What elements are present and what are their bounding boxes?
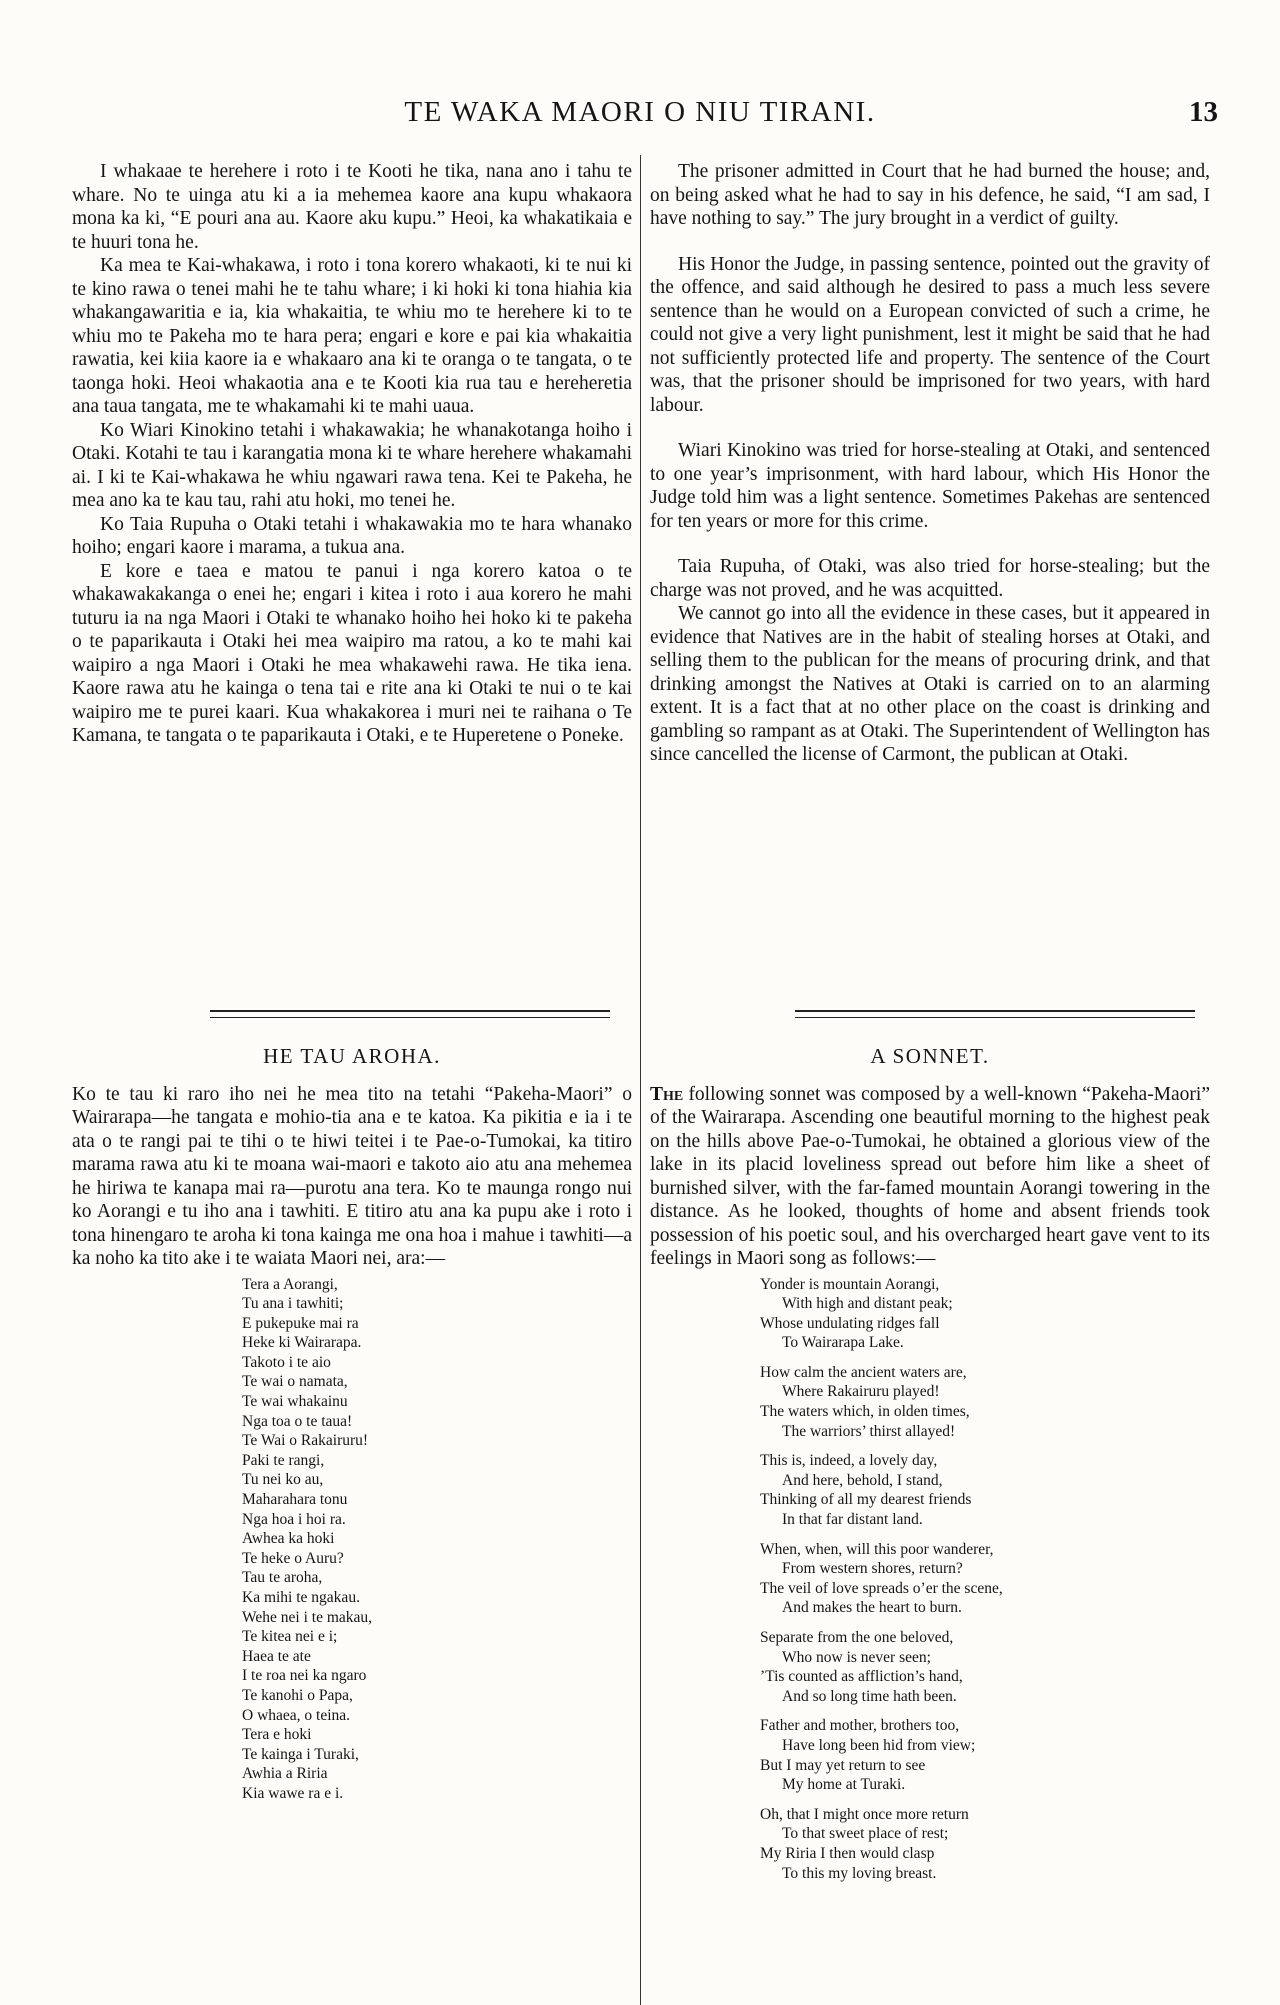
intro-paragraph <box>650 1083 1210 1271</box>
stanza <box>760 1363 1210 1441</box>
paragraph: I whakaae te herehere i roto i te Kooti he tika, nana ano i tahu te whare. No te uinga atu ki a ia mehemea kaore ana kupu whakaora mona ka ki, “E pouri ana au. Kaore aku kupu.” Heoi, ka whakatikaia e te huuri tona he. <box>72 161 632 253</box>
paragraph: Ko Taia Rupuha o Otaki tetahi i whakawakia mo te hara whanako hoiho; engari kaore i marama, a tukua ana. <box>72 513 632 558</box>
english-court-report <box>650 160 1210 767</box>
section-divider <box>210 1010 610 1018</box>
poem-line: To this my loving breast. <box>782 1864 937 1882</box>
poem-line: Tu ana i tawhiti; <box>242 1295 344 1313</box>
poem-line: Nga hoa i hoi ra. <box>242 1510 346 1528</box>
poem-line: Maharahara tonu <box>242 1491 348 1509</box>
poem-line: And so long time hath been. <box>782 1687 957 1705</box>
poem-line: How calm the ancient waters are, <box>760 1363 967 1381</box>
stanza <box>760 1716 1210 1794</box>
stanza <box>760 1451 1210 1529</box>
poem-line: Tera e hoki <box>242 1726 312 1744</box>
poem-line: Have long been hid from view; <box>782 1736 976 1754</box>
stanza <box>760 1275 1210 1353</box>
poem-line: E pukepuke mai ra <box>242 1314 359 1332</box>
poem-line: Tau te aroha, <box>242 1569 323 1587</box>
section-heading: A SONNET. <box>870 1044 990 1068</box>
poem-line: Father and mother, brothers too, <box>760 1717 960 1735</box>
paragraph: Taia Rupuha, of Otaki, was also tried for horse-stealing; but the charge was not proved, and he was acquitted. <box>650 556 1210 601</box>
poem-line: Separate from the one beloved, <box>760 1629 954 1646</box>
paragraph: E kore e taea e matou te panui i nga korero katoa o te whakawakakanga o enei he; engari i kitea i roto i aua korero he mahi tuturu ia na nga Maori i Otaki te whanako hoiho hei hoko ki te pakeha o te paparikauta i Otaki hei mea waipiro ma ratou, a ko te mahi kai waipiro a nga Maori i Otaki he mea whakawehi rawa. He tika iena. Kaore rawa atu he kainga o tena tai e rite ana ki Otaki te nui o te kai waipiro me te purei kaari. Kua whakakorea i muri nei te raihana o Te Kamana, te tangata o te paparikauta i Otaki, e te Huperetene o Poneke. <box>72 560 632 746</box>
paragraph: The prisoner admitted in Court that he had burned the house; and, on being asked what he had to say in his defence, he said, “I am sad, I have nothing to say.” The jury brought in a verdict of guilty. <box>650 161 1210 229</box>
he-tau-aroha-section <box>72 1045 632 1804</box>
stanza <box>760 1628 1210 1706</box>
poem-line: Where Rakairuru played! <box>782 1383 940 1401</box>
maori-poem <box>242 1275 632 1804</box>
poem-line: Yonder is mountain Aorangi, <box>760 1275 940 1293</box>
column-divider <box>640 155 641 2005</box>
poem-line: This is, indeed, a lovely day, <box>760 1452 938 1470</box>
poem-line: And makes the heart to burn. <box>782 1599 962 1617</box>
intro-text: following sonnet was composed by a well-known “Pakeha-Maori” of the Wairarapa. Ascending one beautiful morning to the highest peak on the hills above Pae-o-Tumokai, he obtained a glorious view of the lake in its placid loveliness spread out before him like a sheet of burnished silver, with the far-famed mountain Aorangi towering in the distance. As he looked, thoughts of home and absent friends took possession of his poetic soul, and his overcharged heart gave vent to its feelings in Maori song as follows:— <box>650 1083 1210 1269</box>
english-sonnet <box>760 1275 1210 1884</box>
poem-line: Paki te rangi, <box>242 1451 325 1469</box>
poem-line: The warriors’ thirst allayed! <box>782 1422 956 1440</box>
poem-line: Who now is never seen; <box>782 1648 931 1666</box>
poem-line: But I may yet return to see <box>760 1756 926 1774</box>
poem-line: Tera a Aorangi, <box>242 1275 338 1293</box>
stanza <box>760 1540 1210 1618</box>
poem-line: Oh, that I might once more return <box>760 1805 969 1823</box>
sonnet-section <box>650 1045 1210 1893</box>
poem-line: Haea te ate <box>242 1647 311 1665</box>
section-heading: HE TAU AROHA. <box>263 1044 441 1068</box>
poem-line: With high and distant peak; <box>782 1295 953 1313</box>
stanza <box>760 1805 1210 1883</box>
section-divider <box>795 1010 1195 1018</box>
poem-line: When, when, will this poor wanderer, <box>760 1540 994 1558</box>
poem-line: Thinking of all my dearest friends <box>760 1491 972 1509</box>
poem-line: Awhea ka hoki <box>242 1530 335 1548</box>
paragraph: Ka mea te Kai-whakawa, i roto i tona korero whakaoti, ki te nui ki te kino rawa o tenei mahi he te tahu whare; i ki hoki ki tona hiahia kia whakangawaritia e ia, kia whakaitia, te whiu mo te herehere ki to te whiu mo te Pakeha mo te hara pera; engari e kore e pai kia whakaitia rawatia, kei kiia kaore ia e whakaaro ana ki te oranga o te tangata, o te taonga hoki. Heoi whakaotia ana e te Kooti kia rua tau e hereheretia ana taua tangata, me te whakamahi ki te mahi uaua. <box>72 255 632 417</box>
poem-line: The waters which, in olden times, <box>760 1403 970 1421</box>
paragraph: Wiari Kinokino was tried for horse-stealing at Otaki, and sentenced to one year’s imprisonment, with hard labour, which His Honor the Judge told him was a light sentence. Sometimes Pakehas are sentenced for ten years or more for this crime. <box>650 440 1210 532</box>
poem-line: Awhia a Riria <box>242 1765 328 1783</box>
poem-line: Te heke o Auru? <box>242 1549 344 1567</box>
paragraph: His Honor the Judge, in passing sentence, pointed out the gravity of the offence, and said although he desired to pass a much less severe sentence than he would on a European convicted of such a crime, he could not give a very light punishment, lest it might be said that he had not sufficiently protected life and property. The sentence of the Court was, that the prisoner should be imprisoned for two years, with hard labour. <box>650 253 1210 416</box>
poem-line: My home at Turaki. <box>782 1776 906 1794</box>
poem-line: ’Tis counted as affliction’s hand, <box>760 1668 963 1686</box>
intro-paragraph: Ko te tau ki raro iho nei he mea tito na tetahi “Pakeha-Maori” o Wairarapa—he tangata e mohio-tia ana e te katoa. Ka pikitia e ia i te ata o te rangi pai te tihi o te hiwi teitei i te Pae-o-Tumokai, ka titiro marama rawa atu ki te moana wai-maori e takoto aio atu ana mehemea he hiriwa te kanapa mai ra—purotu ana tera. Ko te maunga rongo nui ko Aorangi e tu iho ana i tawhiti. E titiro atu ana ka pupu ake i roto i tona hinengaro te aroha ki tona kainga me ona hoa i mahue i tawhiti—a ka noho ka tito ake i te waiata Maori nei, ara:— <box>72 1083 632 1269</box>
poem-line: Nga toa o te taua! <box>242 1412 353 1430</box>
poem-line: Te kainga i Turaki, <box>242 1745 359 1763</box>
poem-line: Wehe nei i te makau, <box>242 1608 373 1626</box>
poem-line: Te wai o namata, <box>242 1373 348 1391</box>
poem-line: Ka mihi te ngakau. <box>242 1589 360 1606</box>
paragraph: Ko Wiari Kinokino tetahi i whakawakia; he whanakotanga hoiho i Otaki. Kotahi te tau i karangatia mona ki te whare herehere whakamahi ai. I ki te Kai-whakawa he whiu ngawari rawa tena. Kei te Pakeha, he mea ano ka te kau tau, rahi atu hoki, mo tenei he. <box>72 419 632 511</box>
poem-line: Kia wawe ra e i. <box>242 1784 344 1802</box>
poem-line: In that far distant land. <box>782 1511 923 1529</box>
poem-line: Te wai whakainu <box>242 1393 348 1411</box>
poem-line: Takoto i te aio <box>242 1353 331 1371</box>
poem-line: I te roa nei ka ngaro <box>242 1667 367 1685</box>
poem-line: Whose undulating ridges fall <box>760 1314 940 1332</box>
intro-first-word: The <box>650 1083 684 1105</box>
poem-line: To that sweet place of rest; <box>782 1825 949 1843</box>
poem-line: O whaea, o teina. <box>242 1706 351 1724</box>
poem-line: Te Wai o Rakairuru! <box>242 1432 369 1450</box>
poem-line: Te kanohi o Papa, <box>242 1686 353 1704</box>
paragraph: We cannot go into all the evidence in these cases, but it appeared in evidence that Natives are in the habit of stealing horses at Otaki, and selling them to the publican for the means of procuring drink, and that drinking amongst the Natives at Otaki is carried on to an alarming extent. It is a fact that at no other place on the coast is drinking and gambling so rampant as at Otaki. The Superintendent of Wellington has since cancelled the license of Carmont, the publican at Otaki. <box>650 603 1210 765</box>
poem-line: The veil of love spreads o’er the scene, <box>760 1579 1003 1597</box>
poem-line: Te kitea nei e i; <box>242 1628 338 1646</box>
poem-line: Tu nei ko au, <box>242 1471 324 1489</box>
maori-court-report <box>72 160 632 748</box>
poem-line: From western shores, return? <box>782 1560 963 1578</box>
page-number: 13 <box>1189 96 1218 128</box>
poem-line: Heke ki Wairarapa. <box>242 1334 362 1352</box>
poem-line: My Riria I then would clasp <box>760 1844 935 1862</box>
newspaper-title: TE WAKA MAORI O NIU TIRANI. <box>404 96 876 128</box>
poem-line: To Wairarapa Lake. <box>782 1334 904 1352</box>
poem-line: And here, behold, I stand, <box>782 1471 943 1489</box>
